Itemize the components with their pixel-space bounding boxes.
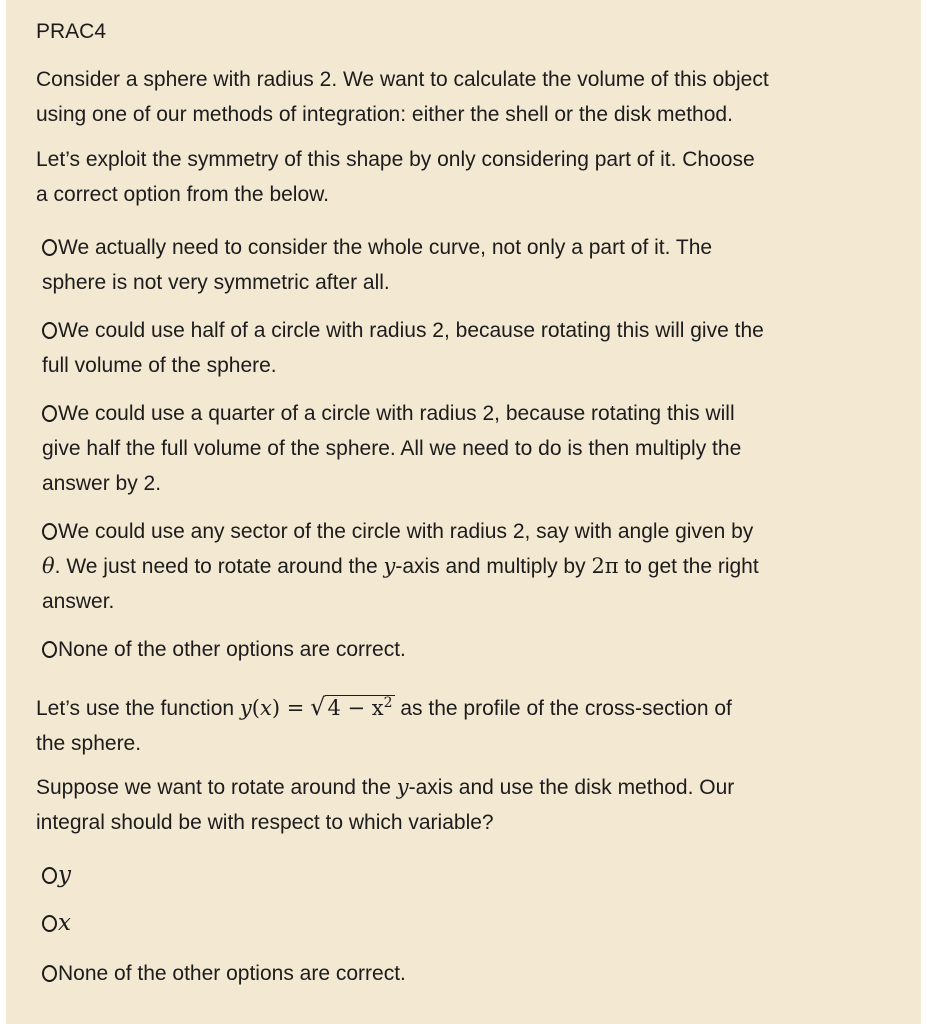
sqrt-radicand <box>325 695 394 720</box>
two-pi-symbol: 2π <box>591 554 619 578</box>
q2-text-line-2: integral should be with respect to which variable? <box>36 811 494 834</box>
option-text: sphere is not very symmetric after all. <box>42 271 390 294</box>
radio-button[interactable] <box>42 239 57 256</box>
q1-option-3[interactable] <box>42 396 901 501</box>
y-variable: y <box>239 696 252 720</box>
function-text-post: as the profile of the cross-section of <box>394 697 732 720</box>
radio-button[interactable] <box>42 867 57 884</box>
radicand-text: 4 − x <box>327 696 384 720</box>
question-title: PRAC4 <box>36 20 107 43</box>
y-variable: y <box>383 554 396 578</box>
q1-prompt-line-2: a correct option from the below. <box>36 183 329 206</box>
theta-symbol: θ <box>42 554 55 578</box>
radio-button[interactable] <box>42 405 57 422</box>
option-text: None of the other options are correct. <box>58 638 406 661</box>
intro-line-2: using one of our methods of integration: either the shell or the disk method. <box>36 103 733 126</box>
q2-prompt <box>36 770 901 840</box>
option-text: y <box>58 862 71 888</box>
option-text: answer by 2. <box>42 472 162 495</box>
sqrt-symbol: √ <box>310 693 326 721</box>
sqrt-expression <box>310 686 394 726</box>
q2-option-none[interactable] <box>42 956 901 991</box>
q2-option-x[interactable] <box>42 906 901 941</box>
q2-text-post: -axis and use the disk method. Our <box>408 776 735 799</box>
y-variable: y <box>396 775 409 799</box>
radio-button[interactable] <box>42 523 57 540</box>
radio-button[interactable] <box>42 641 57 658</box>
paren: ( <box>251 696 260 720</box>
option-text: We could use half of a circle with radius 2, because rotating this will give the <box>58 319 764 342</box>
x-variable: x <box>260 696 272 720</box>
q1-option-1[interactable] <box>42 230 901 300</box>
option-text: We actually need to consider the whole curve, not only a part of it. The <box>58 236 713 259</box>
paren-equals: ) = <box>271 696 305 720</box>
q1-prompt <box>36 142 901 212</box>
function-text-pre: Let’s use the function <box>36 697 240 720</box>
exponent: 2 <box>383 695 393 711</box>
q1-option-2[interactable] <box>42 313 901 383</box>
radio-button[interactable] <box>42 965 57 982</box>
option-text: give half the full volume of the sphere. All we need to do is then multiply the <box>42 437 742 460</box>
radio-button[interactable] <box>42 322 57 339</box>
option-text: . We just need to rotate around the <box>54 555 384 578</box>
q2-option-y[interactable] <box>42 858 901 893</box>
intro-text <box>36 62 901 132</box>
option-text: We could use a quarter of a circle with radius 2, because rotating this will <box>58 402 735 425</box>
option-text: We could use any sector of the circle with radius 2, say with angle given by <box>58 520 754 543</box>
function-text-line-2: the sphere. <box>36 732 142 755</box>
intro-line-1: Consider a sphere with radius 2. We want to calculate the volume of this object <box>36 68 769 91</box>
q1-option-4[interactable] <box>42 514 901 619</box>
q2-text-pre: Suppose we want to rotate around the <box>36 776 397 799</box>
option-text: None of the other options are correct. <box>58 962 406 985</box>
option-text: x <box>58 910 71 936</box>
option-text: full volume of the sphere. <box>42 354 277 377</box>
q1-option-5[interactable] <box>42 632 901 667</box>
radio-button[interactable] <box>42 915 57 932</box>
option-text: -axis and multiply by <box>395 555 592 578</box>
q1-prompt-line-1: Let’s exploit the symmetry of this shape by only considering part of it. Choose <box>36 148 755 171</box>
function-text <box>36 686 901 761</box>
option-text: answer. <box>42 590 115 613</box>
option-text: to get the right <box>618 555 759 578</box>
question-card <box>6 0 921 1024</box>
